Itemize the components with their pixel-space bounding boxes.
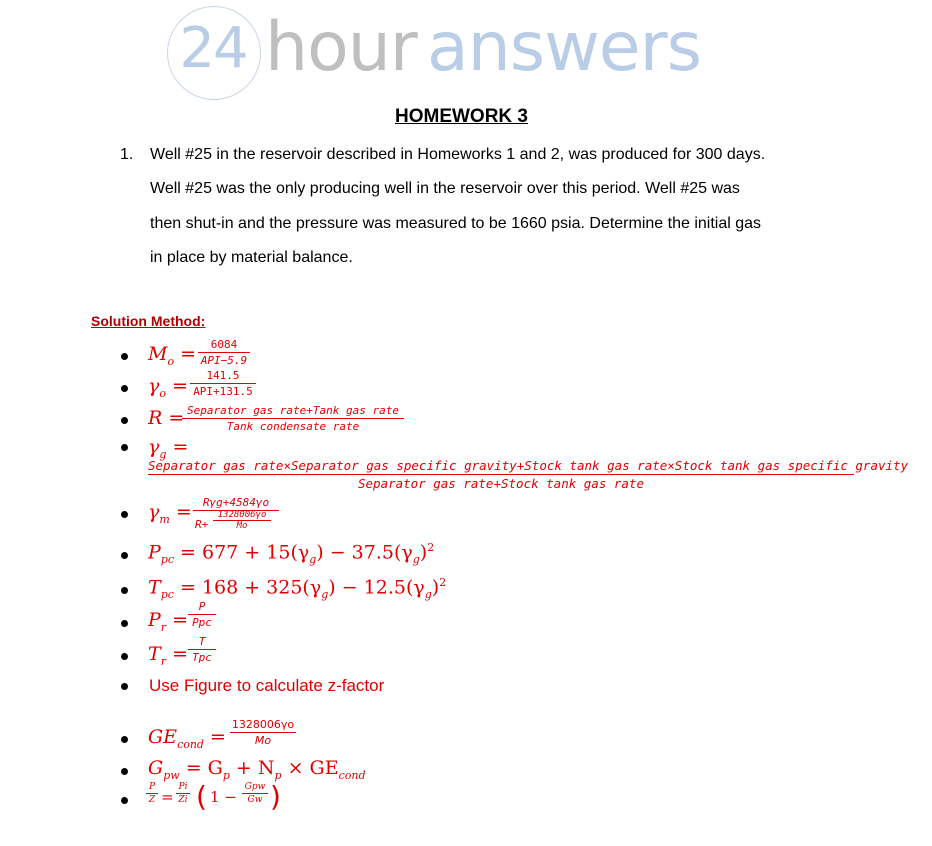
- bullet-icon: [121, 417, 128, 424]
- r-formula: R =: [148, 407, 185, 429]
- gamma-o-formula: $\gamma_o$ =: [148, 375, 188, 400]
- solution-heading: Solution Method:: [91, 313, 206, 329]
- bullet-icon: [121, 768, 128, 775]
- ppc-formula: $P_{pc} = 677 + 15(\gamma_g) - 37.5(\gamma_g)^2$: [148, 541, 435, 567]
- gecond-formula: $GE_{cond}$ =: [148, 726, 226, 751]
- mo-formula: $M_o$ =: [148, 343, 197, 368]
- question-line: Well #25 in the reservoir described in Homeworks 1 and 2, was produced for 300 days.: [150, 146, 766, 163]
- pr-formula: $P_r$ =: [148, 609, 189, 634]
- logo: [165, 6, 725, 102]
- tpc-formula: $T_{pc} = 168 + 325(\gamma_g) - 12.5(\gamma_g)^2$: [148, 576, 447, 602]
- bullet-icon: [121, 444, 128, 451]
- page-title: HOMEWORK 3: [395, 106, 528, 127]
- bullet-icon: [121, 620, 128, 627]
- bullet-icon: [121, 385, 128, 392]
- logo-word-hour: hour: [265, 8, 417, 87]
- z-factor-instruction: Use Figure to calculate z-factor: [149, 676, 385, 695]
- bullet-icon: [121, 587, 128, 594]
- gamma-g-formula: $\gamma_g$ =: [148, 436, 189, 461]
- bullet-icon: [121, 353, 128, 360]
- logo-word-answers: answers: [427, 8, 702, 87]
- pz-formula: P Z = Pi Zi ( 1 − Gpw Gw ): [146, 780, 306, 820]
- gamma-o-fraction: 141.5 API+131.5: [190, 369, 256, 398]
- bullet-icon: [121, 736, 128, 743]
- tr-formula: $T_r$ =: [148, 643, 188, 668]
- question-line: in place by material balance.: [150, 249, 353, 266]
- pr-fraction: P Ppc: [188, 600, 216, 629]
- gamma-m-fraction: Rγg+4584γo R+ 1328006γo Mo: [193, 496, 279, 536]
- bullet-icon: [121, 683, 128, 690]
- bullet-icon: [121, 653, 128, 660]
- question-number: 1.: [120, 146, 134, 163]
- bullet-icon: [121, 552, 128, 559]
- question-line: then shut-in and the pressure was measured to be 1660 psia. Determine the initial gas: [150, 215, 762, 232]
- question-line: Well #25 was the only producing well in the reservoir over this period. Well #25 was: [150, 180, 740, 197]
- logo-number: 24: [179, 16, 247, 81]
- mo-fraction: 6084 API−5.9: [198, 338, 250, 367]
- bullet-icon: [121, 797, 128, 804]
- gamma-m-formula: $\gamma_m$ =: [148, 501, 192, 526]
- tr-fraction: T Tpc: [188, 635, 216, 664]
- gpw-formula: $G_{pw} = G_p + N_p \times GE_{cond}$: [148, 757, 366, 782]
- gecond-fraction: 1328006γo Mo: [231, 718, 295, 747]
- r-fraction: Separator gas rate+Tank gas rate Tank condensate rate: [182, 404, 404, 433]
- bullet-icon: [121, 511, 128, 518]
- gamma-g-fraction: Separator gas rate×Separator gas specific gravity+Stock tank gas rate×Stock tank gas specific gravity Separator gas rate+Stock tank gas rate: [148, 458, 909, 491]
